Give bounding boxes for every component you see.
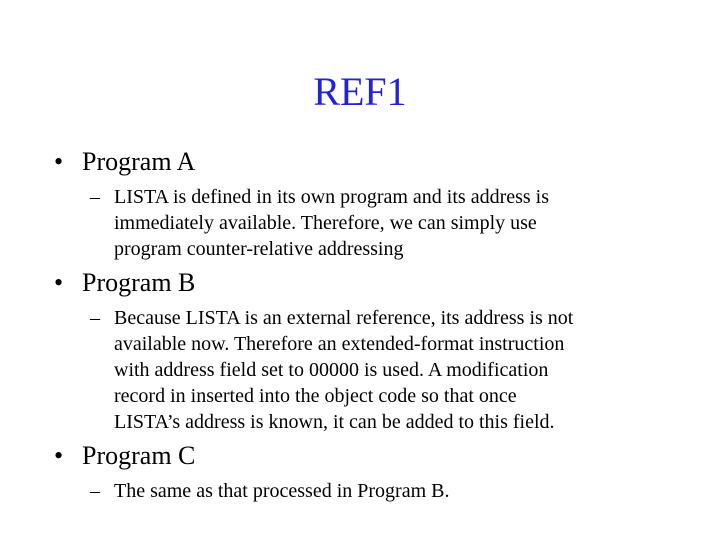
text-line: Because LISTA is an external reference, its address is not — [114, 307, 574, 329]
bullet-label: Program C — [82, 441, 196, 470]
text-line: with address field set to 00000 is used. A modification — [114, 359, 549, 381]
sub-bullet-text — [114, 305, 573, 435]
sub-bullet-program-b — [90, 305, 573, 435]
text-line: LISTA’s address is known, it can be added to this field. — [114, 411, 555, 433]
sub-bullet-program-c — [90, 478, 449, 504]
bullet-program-c — [54, 441, 195, 471]
text-line: LISTA is defined in its own program and its address is — [114, 186, 550, 208]
bullet-marker: • — [54, 268, 64, 297]
text-line: immediately available. Therefore, we can simply use — [114, 212, 537, 234]
sub-bullet-marker: – — [90, 186, 100, 208]
sub-bullet-text — [114, 478, 449, 504]
sub-bullet-marker: – — [90, 480, 100, 502]
bullet-marker: • — [54, 441, 64, 470]
bullet-program-a — [54, 147, 195, 177]
sub-bullet-program-a — [90, 184, 549, 262]
bullet-label: Program B — [82, 268, 196, 297]
sub-bullet-text — [114, 184, 549, 262]
bullet-marker: • — [54, 147, 64, 176]
text-line: available now. Therefore an extended-format instruction — [114, 333, 565, 355]
bullet-program-b — [54, 268, 195, 298]
slide-title: REF1 — [313, 69, 407, 114]
text-line: program counter-relative addressing — [114, 238, 404, 260]
text-line: The same as that processed in Program B. — [114, 480, 450, 502]
bullet-label: Program A — [82, 147, 196, 176]
sub-bullet-marker: – — [90, 307, 100, 329]
text-line: record in inserted into the object code so that once — [114, 385, 517, 407]
